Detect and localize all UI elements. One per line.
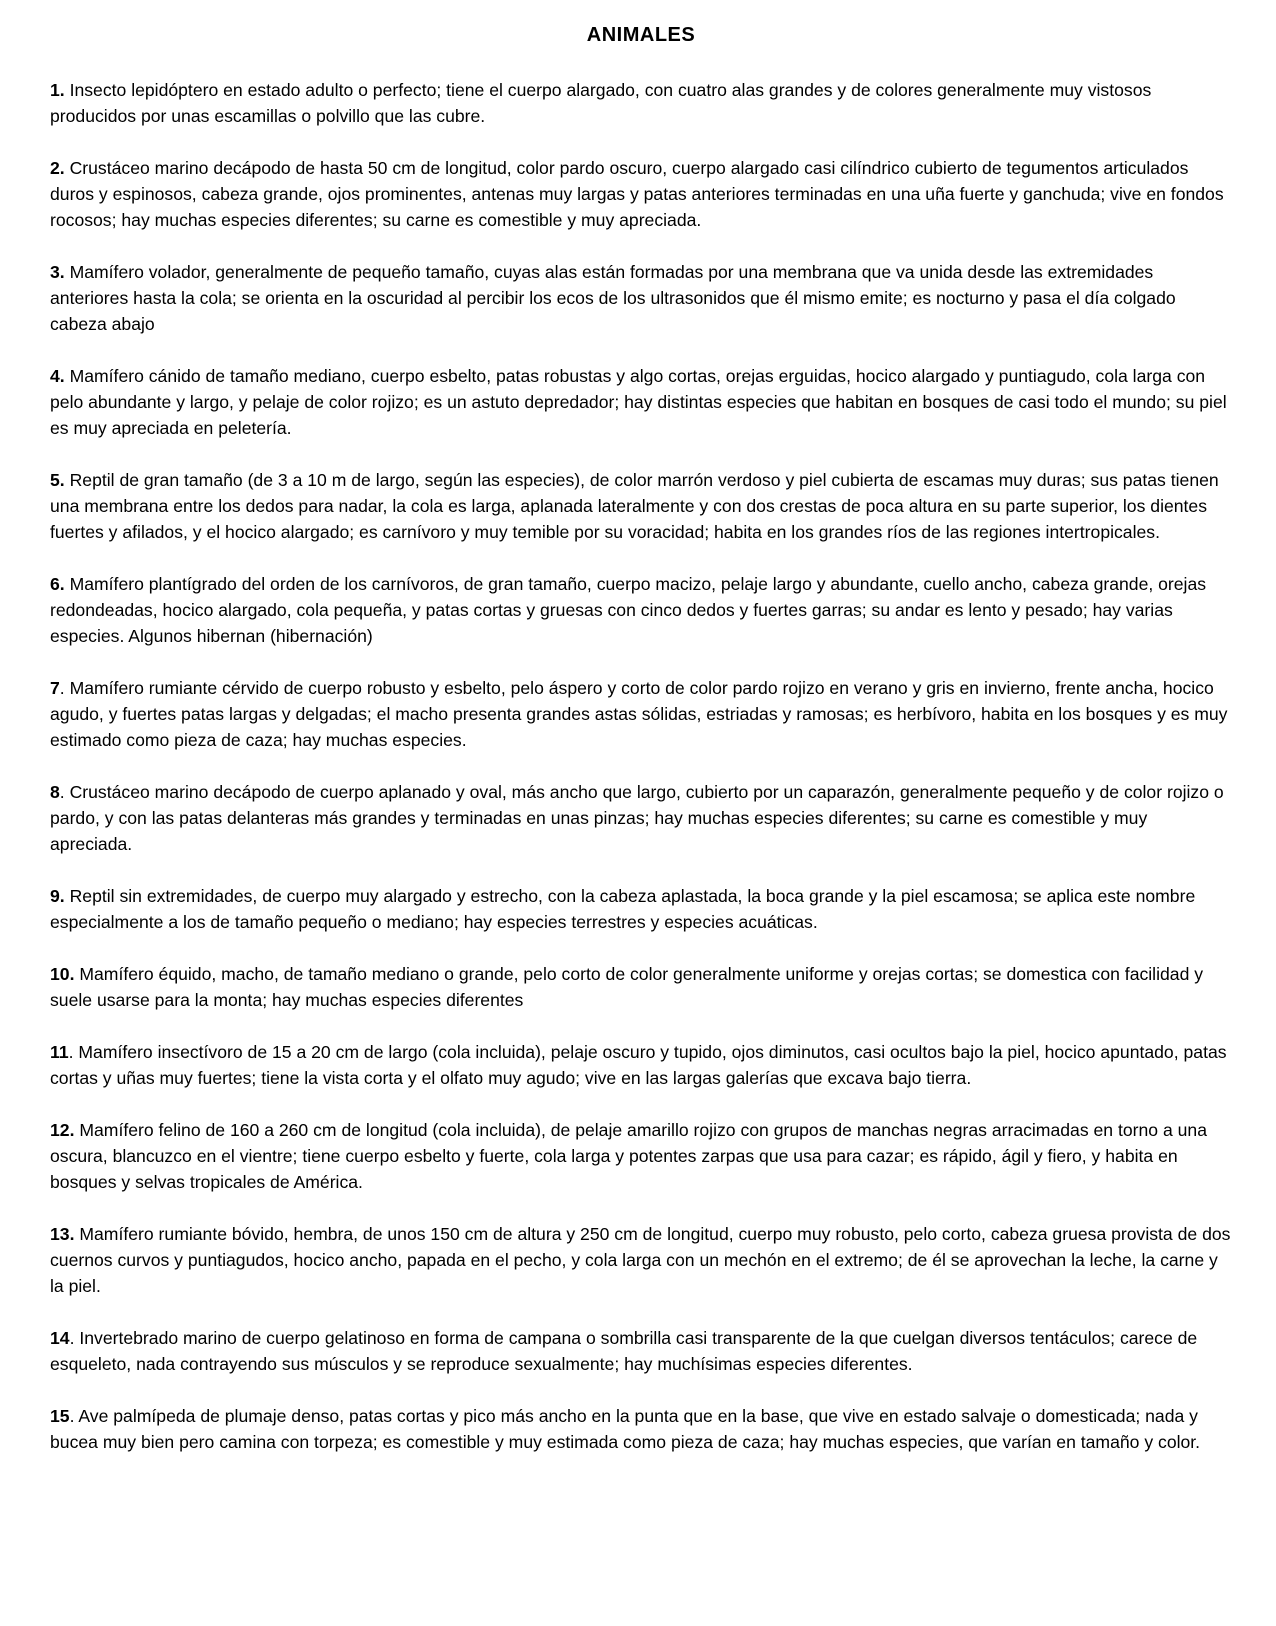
item-text: . Crustáceo marino decápodo de cuerpo aplanado y oval, más ancho que largo, cubierto por un caparazón, generalmente pequeño y de color rojizo o pardo, y con las patas delanteras más grandes y terminadas en unas pinzas; hay muchas especies diferentes; su carne es comestible y muy apreciada. — [50, 782, 1224, 854]
item-text: Mamífero volador, generalmente de pequeño tamaño, cuyas alas están formadas por una membrana que va unida desde las extremidades anteriores hasta la cola; se orienta en la oscuridad al percibir los ecos de los ultrasonidos que él mismo emite; es nocturno y pasa el día colgado cabeza abajo — [50, 262, 1176, 334]
item-number: 5. — [50, 470, 65, 490]
item-text: Reptil de gran tamaño (de 3 a 10 m de largo, según las especies), de color marrón verdoso y piel cubierta de escamas muy duras; sus patas tienen una membrana entre los dedos para nadar, la cola es larga, aplanada lateralmente y con dos crestas de poca altura en su parte superior, los dientes fuertes y afilados, y el hocico alargado; es carnívoro y muy temible por su voracidad; habita en los grandes ríos de las regiones intertropicales. — [50, 470, 1219, 542]
item-number: 11 — [50, 1042, 69, 1062]
definition-item-14 — [50, 1325, 1232, 1377]
definition-item-12 — [50, 1117, 1232, 1195]
item-number: 7 — [50, 678, 60, 698]
item-number: 13. — [50, 1224, 75, 1244]
definition-item-1 — [50, 77, 1232, 129]
item-text: Mamífero rumiante bóvido, hembra, de unos 150 cm de altura y 250 cm de longitud, cuerpo muy robusto, pelo corto, cabeza gruesa provista de dos cuernos curvos y puntiagudos, hocico ancho, papada en el pecho, y cola larga con un mechón en el extremo; de él se aprovechan la leche, la carne y la piel. — [50, 1224, 1231, 1296]
definition-item-8 — [50, 779, 1232, 857]
item-number: 4. — [50, 366, 65, 386]
item-text: . Mamífero rumiante cérvido de cuerpo robusto y esbelto, pelo áspero y corto de color pardo rojizo en verano y gris en invierno, frente ancha, hocico agudo, y fuertes patas largas y delgadas; el macho presenta grandes astas sólidas, estriadas y ramosas; es herbívoro, habita en los bosques y es muy estimado como pieza de caza; hay muchas especies. — [50, 678, 1228, 750]
item-number: 1. — [50, 80, 65, 100]
item-number: 14 — [50, 1328, 70, 1348]
definition-item-7 — [50, 675, 1232, 753]
definition-item-11 — [50, 1039, 1232, 1091]
item-number: 3. — [50, 262, 65, 282]
definition-item-9 — [50, 883, 1232, 935]
item-text: Mamífero cánido de tamaño mediano, cuerpo esbelto, patas robustas y algo cortas, orejas erguidas, hocico alargado y puntiagudo, cola larga con pelo abundante y largo, y pelaje de color rojizo; es un astuto depredador; hay distintas especies que habitan en bosques de casi todo el mundo; su piel es muy apreciada en peletería. — [50, 366, 1227, 438]
definition-item-2 — [50, 155, 1232, 233]
item-number: 12. — [50, 1120, 75, 1140]
item-text: Mamífero felino de 160 a 260 cm de longitud (cola incluida), de pelaje amarillo rojizo con grupos de manchas negras arracimadas en torno a una oscura, blancuzco en el vientre; tiene cuerpo esbelto y fuerte, cola larga y potentes zarpas que usa para cazar; es rápido, ágil y fiero, y habita en bosques y selvas tropicales de América. — [50, 1120, 1207, 1192]
item-number: 8 — [50, 782, 60, 802]
item-text: . Invertebrado marino de cuerpo gelatinoso en forma de campana o sombrilla casi transparente de la que cuelgan diversos tentáculos; carece de esqueleto, nada contrayendo sus músculos y se reproduce sexualmente; hay muchísimas especies diferentes. — [50, 1328, 1198, 1374]
item-number: 10. — [50, 964, 75, 984]
item-text: . Ave palmípeda de plumaje denso, patas cortas y pico más ancho en la punta que en la base, que vive en estado salvaje o domesticada; nada y bucea muy bien pero camina con torpeza; es comestible y muy estimada como pieza de caza; hay muchas especies, que varían en tamaño y color. — [50, 1406, 1201, 1452]
item-number: 9. — [50, 886, 65, 906]
item-number: 6. — [50, 574, 65, 594]
item-number: 2. — [50, 158, 65, 178]
item-text: Crustáceo marino decápodo de hasta 50 cm de longitud, color pardo oscuro, cuerpo alargado casi cilíndrico cubierto de tegumentos articulados duros y espinosos, cabeza grande, ojos prominentes, antenas muy largas y patas anteriores terminadas en una uña fuerte y ganchuda; vive en fondos rocosos; hay muchas especies diferentes; su carne es comestible y muy apreciada. — [50, 158, 1224, 230]
definition-item-5 — [50, 467, 1232, 545]
item-text: Mamífero plantígrado del orden de los carnívoros, de gran tamaño, cuerpo macizo, pelaje largo y abundante, cuello ancho, cabeza grande, orejas redondeadas, hocico alargado, cola pequeña, y patas cortas y gruesas con cinco dedos y fuertes garras; su andar es lento y pesado; hay varias especies. Algunos hibernan (hibernación) — [50, 574, 1207, 646]
definition-item-15 — [50, 1403, 1232, 1455]
item-text: . Mamífero insectívoro de 15 a 20 cm de largo (cola incluida), pelaje oscuro y tupido, ojos diminutos, casi ocultos bajo la piel, hocico apuntado, patas cortas y uñas muy fuertes; tiene la vista corta y el olfato muy agudo; vive en las largas galerías que excava bajo tierra. — [50, 1042, 1227, 1088]
page-title: ANIMALES — [586, 24, 696, 46]
item-text: Insecto lepidóptero en estado adulto o perfecto; tiene el cuerpo alargado, con cuatro alas grandes y de colores generalmente muy vistosos producidos por unas escamillas o polvillo que las cubre. — [50, 80, 1152, 126]
definition-item-10 — [50, 961, 1232, 1013]
definition-item-3 — [50, 259, 1232, 337]
item-number: 15 — [50, 1406, 70, 1426]
definition-item-6 — [50, 571, 1232, 649]
item-text: Reptil sin extremidades, de cuerpo muy alargado y estrecho, con la cabeza aplastada, la boca grande y la piel escamosa; se aplica este nombre especialmente a los de tamaño pequeño o mediano; hay especies terrestres y especies acuáticas. — [50, 886, 1196, 932]
item-text: Mamífero équido, macho, de tamaño mediano o grande, pelo corto de color generalmente uniforme y orejas cortas; se domestica con facilidad y suele usarse para la monta; hay muchas especies diferentes — [50, 964, 1204, 1010]
definition-item-13 — [50, 1221, 1232, 1299]
definition-item-4 — [50, 363, 1232, 441]
